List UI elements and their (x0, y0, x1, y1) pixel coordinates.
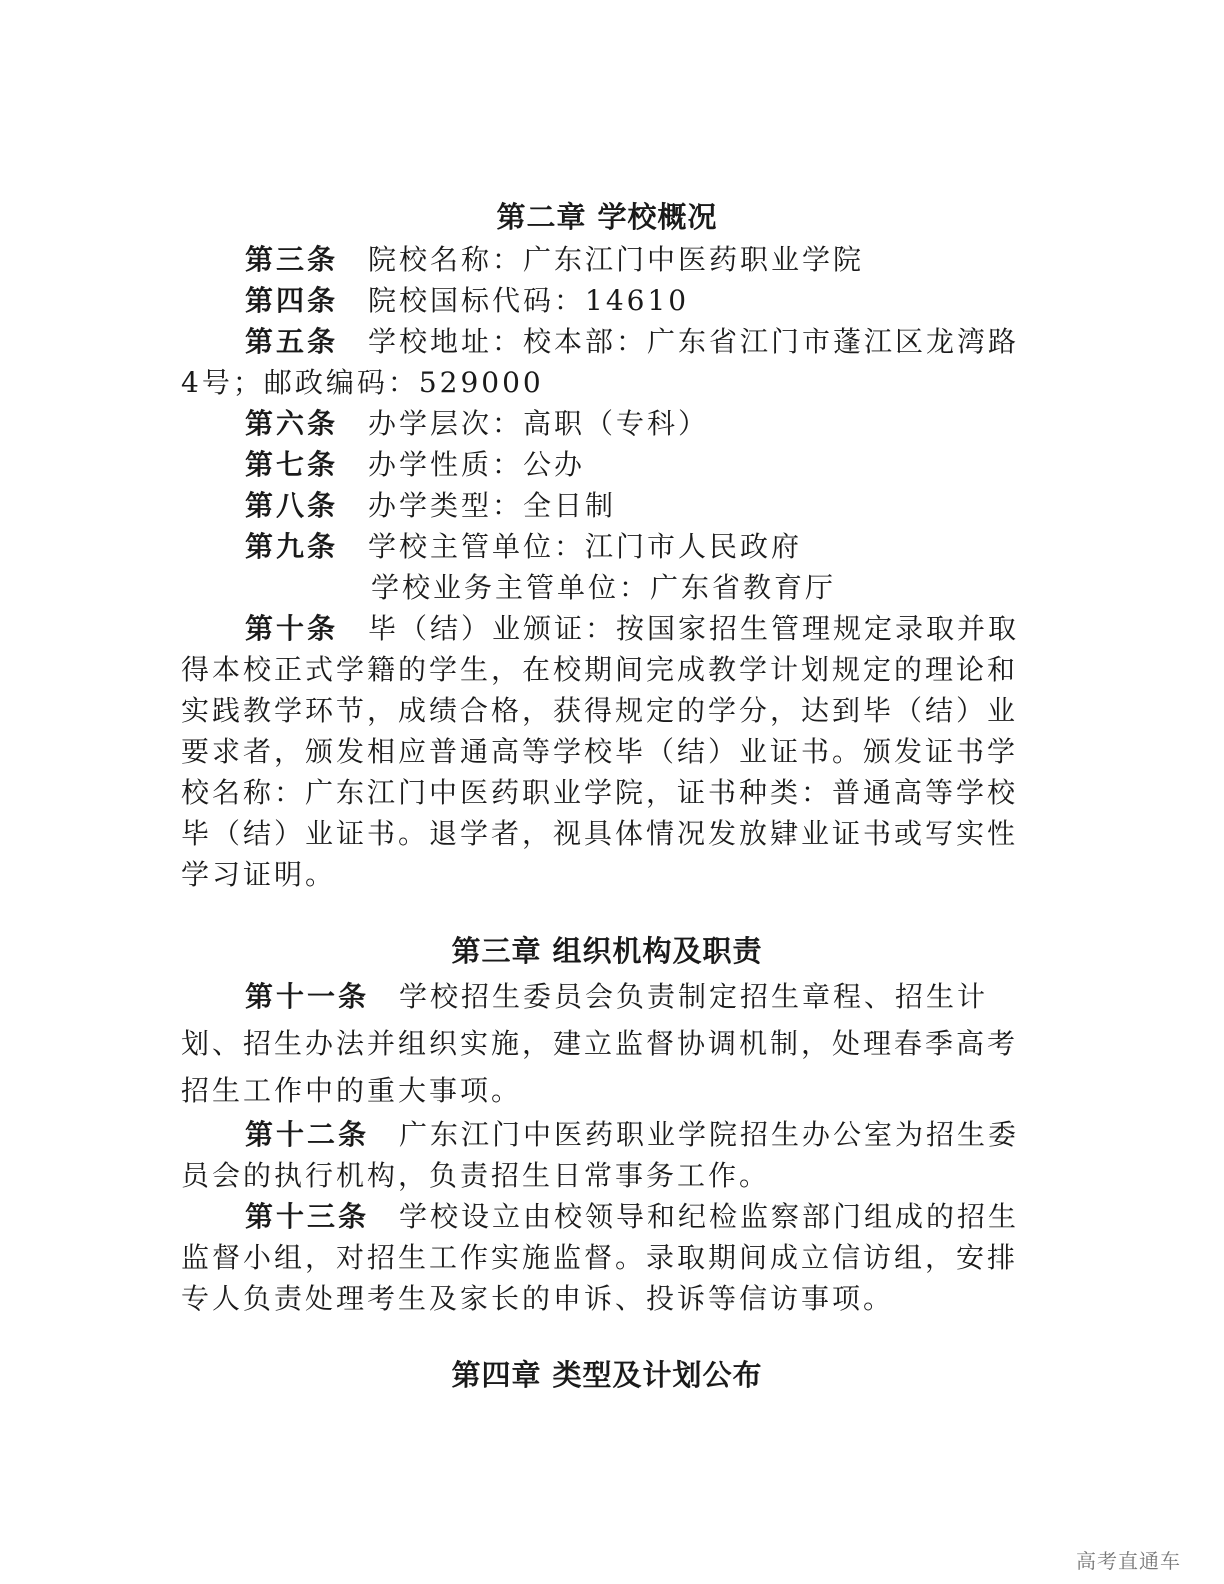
article-label: 第十一条 (245, 980, 370, 1013)
chapter-3-section (181, 929, 1033, 1319)
chapter-4-title: 第四章 类型及计划公布 (451, 1358, 763, 1392)
article-label: 第四条 (245, 284, 339, 317)
article-label: 第三条 (245, 243, 339, 276)
article-3 (181, 239, 1033, 280)
article-7 (181, 444, 1033, 485)
article-text: 院校名称：广东江门中医药职业学院 (368, 243, 865, 276)
article-5 (181, 321, 1033, 403)
article-9 (181, 526, 1033, 567)
article-text: 学校地址：校本部：广东省江门市蓬江区龙湾路4号；邮政编码：529000 (181, 325, 1020, 399)
article-text: 院校国标代码：14610 (368, 284, 690, 317)
article-label: 第七条 (245, 448, 339, 481)
article-label: 第十条 (245, 612, 339, 645)
article-text: 办学类型：全日制 (368, 489, 617, 522)
article-label: 第八条 (245, 489, 339, 522)
article-13 (181, 1196, 1033, 1319)
article-text: 学校设立由校领导和纪检监察部门组成的招生监督小组，对招生工作实施监督。录取期间成立信访组，安排专人负责处理考生及家长的申诉、投诉等信访事项。 (181, 1200, 1020, 1315)
article-text: 办学性质：公办 (368, 448, 586, 481)
article-10 (181, 608, 1033, 895)
chapter-2-title: 第二章 学校概况 (496, 200, 718, 234)
article-9-continuation: 学校业务主管单位：广东省教育厅 (371, 571, 837, 604)
article-6 (181, 403, 1033, 444)
chapter-3-title: 第三章 组织机构及职责 (451, 934, 763, 968)
article-text: 广东江门中医药职业学院招生办公室为招生委员会的执行机构，负责招生日常事务工作。 (181, 1118, 1020, 1192)
article-label: 第十二条 (245, 1118, 370, 1151)
article-text: 办学层次：高职（专科） (368, 407, 710, 440)
article-text: 毕（结）业颁证：按国家招生管理规定录取并取得本校正式学籍的学生，在校期间完成教学计划规定的理论和实践教学环节，成绩合格，获得规定的学分，达到毕（结）业要求者，颁发相应普通高等学校毕（结）业证书。颁发证书学校名称：广东江门中医药职业学院，证书种类：普通高等学校毕（结）业证书。退学者，视具体情况发放肄业证书或写实性学习证明。 (181, 612, 1020, 891)
article-11 (181, 973, 1033, 1114)
article-label: 第六条 (245, 407, 339, 440)
article-label: 第五条 (245, 325, 339, 358)
article-text: 学校招生委员会负责制定招生章程、招生计划、招生办法并组织实施，建立监督协调机制，处理春季高考招生工作中的重大事项。 (181, 980, 1019, 1107)
article-8 (181, 485, 1033, 526)
article-label: 第九条 (245, 530, 339, 563)
article-text: 学校主管单位：江门市人民政府 (368, 530, 803, 563)
article-4 (181, 280, 1033, 321)
watermark-text: 高考直通车 (1076, 1549, 1181, 1573)
document-page (181, 195, 1033, 1397)
article-12 (181, 1114, 1033, 1196)
article-label: 第十三条 (245, 1200, 370, 1233)
